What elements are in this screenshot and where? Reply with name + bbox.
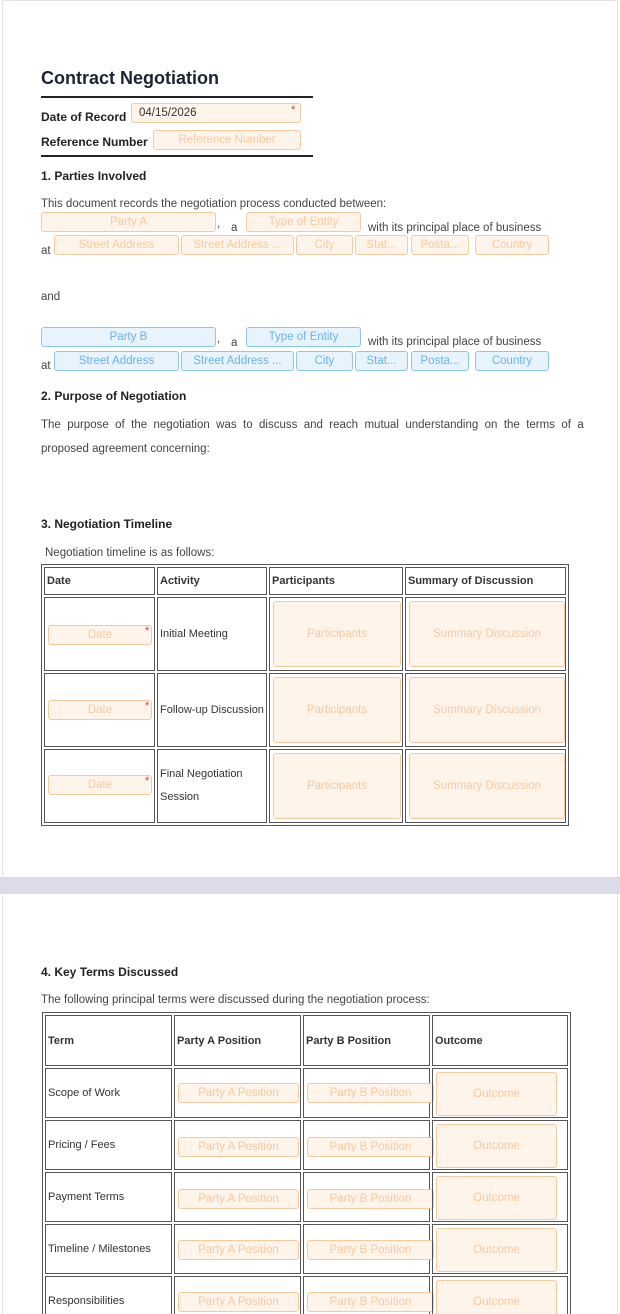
section-3-heading: 3. Negotiation Timeline: [41, 517, 173, 531]
date-of-record-label: Date of Record: [41, 110, 127, 124]
party-a-postal-field[interactable]: Posta...: [411, 235, 469, 255]
table-row: [45, 1224, 568, 1274]
party-b-country-field[interactable]: Country: [475, 351, 549, 371]
party-b-position-field[interactable]: Party B Position: [307, 1240, 434, 1260]
required-marker: *: [291, 104, 296, 116]
participants-cell: [269, 597, 403, 671]
participants-field[interactable]: Participants: [273, 753, 401, 819]
party-b-position-field[interactable]: Party B Position: [307, 1189, 434, 1209]
party-b-position-cell: [303, 1224, 430, 1274]
outcome-cell: [432, 1068, 568, 1118]
party-b-name-field[interactable]: Party B: [41, 327, 216, 347]
purpose-text-line1: The purpose of the negotiation was to discuss and reach mutual understanding on the terms of a: [41, 419, 584, 431]
party-a-position-cell: [174, 1172, 301, 1222]
party-b-postal-field[interactable]: Posta...: [411, 351, 469, 371]
participants-cell: [269, 673, 403, 747]
party-a-state-field[interactable]: Stat...: [355, 235, 408, 255]
party-b-entity-field[interactable]: Type of Entity: [246, 327, 361, 347]
table-header-row: [44, 567, 566, 595]
outcome-field[interactable]: Outcome: [436, 1280, 557, 1314]
column-header-outcome: Outcome: [432, 1015, 568, 1066]
party-a-street1-field[interactable]: Street Address: [54, 235, 179, 255]
table-row: [44, 597, 566, 671]
party-a-position-field[interactable]: Party A Position: [178, 1083, 299, 1103]
date-cell: [44, 597, 155, 671]
timeline-table: [41, 564, 569, 826]
section-4-heading: 4. Key Terms Discussed: [41, 965, 179, 979]
party-a-position-cell: [174, 1276, 301, 1314]
party-a-position-field[interactable]: Party A Position: [178, 1240, 299, 1260]
table-row: [44, 749, 566, 823]
column-header-party-b: Party B Position: [303, 1015, 430, 1066]
header-rule: [41, 155, 313, 157]
table-row: [45, 1276, 568, 1314]
party-b-position-field[interactable]: Party B Position: [307, 1083, 434, 1103]
at-word: at: [41, 245, 51, 257]
comma-text: ,: [217, 333, 221, 345]
required-marker: *: [145, 700, 150, 712]
reference-number-field[interactable]: Reference Number: [153, 130, 301, 150]
comma-text: ,: [217, 218, 221, 230]
outcome-cell: [432, 1224, 568, 1274]
column-header-activity: Activity: [157, 567, 267, 595]
term-cell: Pricing / Fees: [45, 1120, 172, 1170]
key-terms-table: [42, 1012, 571, 1314]
party-a-position-cell: [174, 1224, 301, 1274]
column-header-term: Term: [45, 1015, 172, 1066]
activity-cell: Final Negotiation Session: [157, 749, 267, 823]
table-row: [45, 1172, 568, 1222]
party-b-position-cell: [303, 1276, 430, 1314]
column-header-date: Date: [44, 567, 155, 595]
table-row: [44, 673, 566, 747]
party-a-position-cell: [174, 1120, 301, 1170]
activity-cell: Follow-up Discussion: [157, 673, 267, 747]
document-page-2: [2, 894, 618, 1314]
document-page-1: [2, 0, 618, 877]
party-a-position-field[interactable]: Party A Position: [178, 1189, 299, 1209]
outcome-field[interactable]: Outcome: [436, 1072, 557, 1116]
term-cell: Payment Terms: [45, 1172, 172, 1222]
section-2-heading: 2. Purpose of Negotiation: [41, 389, 187, 403]
party-a-city-field[interactable]: City: [296, 235, 353, 255]
outcome-field[interactable]: Outcome: [436, 1228, 557, 1272]
party-a-country-field[interactable]: Country: [475, 235, 549, 255]
participants-field[interactable]: Participants: [273, 677, 401, 743]
summary-cell: [405, 597, 566, 671]
required-marker: *: [145, 625, 150, 637]
party-b-city-field[interactable]: City: [296, 351, 353, 371]
activity-cell: Initial Meeting: [157, 597, 267, 671]
outcome-cell: [432, 1172, 568, 1222]
a-word: a: [231, 222, 238, 234]
date-cell: [44, 749, 155, 823]
party-a-name-field[interactable]: Party A: [41, 212, 216, 232]
summary-field[interactable]: Summary Discussion: [409, 753, 565, 819]
summary-cell: [405, 673, 566, 747]
party-b-state-field[interactable]: Stat...: [355, 351, 408, 371]
purpose-text-line2: proposed agreement concerning:: [41, 443, 210, 455]
parties-intro-text: This document records the negotiation process conducted between:: [41, 198, 387, 210]
participants-cell: [269, 749, 403, 823]
key-terms-intro-text: The following principal terms were discussed during the negotiation process:: [41, 994, 430, 1006]
date-of-record-field[interactable]: 04/15/2026: [131, 103, 301, 123]
outcome-cell: [432, 1276, 568, 1314]
timeline-date-field[interactable]: Date: [48, 775, 152, 795]
term-cell: Responsibilities: [45, 1276, 172, 1314]
and-word: and: [41, 291, 61, 303]
outcome-cell: [432, 1120, 568, 1170]
party-a-position-field[interactable]: Party A Position: [178, 1292, 299, 1312]
table-row: [45, 1120, 568, 1170]
outcome-field[interactable]: Outcome: [436, 1124, 557, 1168]
at-word: at: [41, 360, 51, 372]
a-word: a: [231, 337, 238, 349]
document-title: Contract Negotiation: [41, 68, 219, 88]
title-rule: [41, 96, 313, 98]
term-cell: Scope of Work: [45, 1068, 172, 1118]
business-text: with its principal place of business: [368, 336, 542, 348]
outcome-field[interactable]: Outcome: [436, 1176, 557, 1220]
party-b-position-field[interactable]: Party B Position: [307, 1137, 434, 1157]
party-b-position-field[interactable]: Party B Position: [307, 1292, 434, 1312]
page-separator: [0, 877, 620, 894]
party-b-street2-field[interactable]: Street Address ...: [181, 351, 294, 371]
timeline-intro-text: Negotiation timeline is as follows:: [45, 547, 215, 559]
table-header-row: [45, 1015, 568, 1066]
business-text: with its principal place of business: [368, 222, 542, 234]
party-b-position-cell: [303, 1068, 430, 1118]
section-1-heading: 1. Parties Involved: [41, 169, 147, 183]
timeline-date-field[interactable]: Date: [48, 625, 152, 645]
term-cell: Timeline / Milestones: [45, 1224, 172, 1274]
party-a-entity-field[interactable]: Type of Entity: [246, 212, 361, 232]
party-a-position-cell: [174, 1068, 301, 1118]
party-b-street1-field[interactable]: Street Address: [54, 351, 179, 371]
table-row: [45, 1068, 568, 1118]
column-header-participants: Participants: [269, 567, 403, 595]
party-b-position-cell: [303, 1120, 430, 1170]
participants-field[interactable]: Participants: [273, 601, 401, 667]
party-a-street2-field[interactable]: Street Address ...: [181, 235, 294, 255]
column-header-summary: Summary of Discussion: [405, 567, 566, 595]
column-header-party-a: Party A Position: [174, 1015, 301, 1066]
party-a-position-field[interactable]: Party A Position: [178, 1137, 299, 1157]
reference-number-label: Reference Number: [41, 135, 148, 149]
date-cell: [44, 673, 155, 747]
summary-field[interactable]: Summary Discussion: [409, 677, 565, 743]
required-marker: *: [145, 775, 150, 787]
summary-cell: [405, 749, 566, 823]
timeline-date-field[interactable]: Date: [48, 700, 152, 720]
party-b-position-cell: [303, 1172, 430, 1222]
summary-field[interactable]: Summary Discussion: [409, 601, 565, 667]
